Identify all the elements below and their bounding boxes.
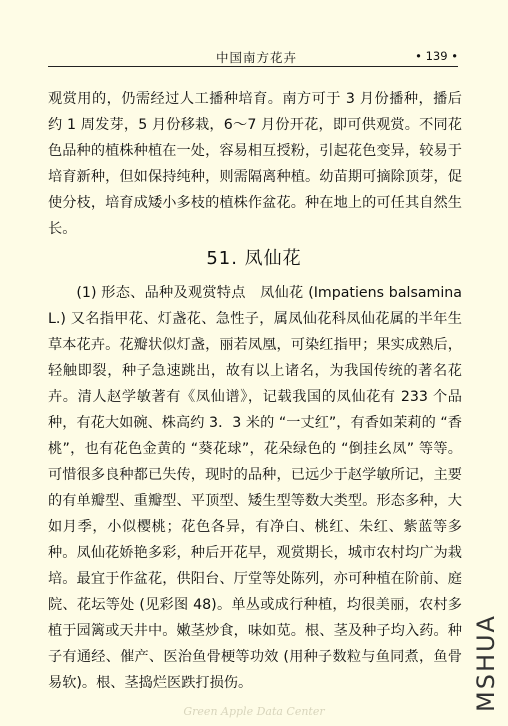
bottom-watermark: Green Apple Data Center <box>183 705 325 718</box>
section-heading: 51. 凤仙花 <box>206 248 302 269</box>
running-title: 中国南方花卉 <box>216 50 298 65</box>
paragraph-section-51: (1) 形态、品种及观赏特点 凤仙花 (Impatiens balsamina L.) 又名指甲花、灯盏花、急性子，属凤仙花科凤仙花属的半年生草本花卉。花瓣状似灯盏，丽若凤凰，可染红指甲；果实成熟后，轻触即裂，种子急速跳出，故有以上诸名，为我国传统的著名花卉。清人赵学敏著有《凤仙谱》，记载我国的凤仙花有 233 个品种，有花大如碗、株高约 3．3 米的 “一丈红”，有香如茉莉的 “香桃”，也有花色金黄的 “葵花球”，花朵绿色的 “倒挂幺凤” 等等。可惜很多良种都已失传，现时的品种，已远少于赵学敏所记，主要的有单瓣型、重瓣型、平顶型、矮生型等数大类型。形态多种，大如月季，小似樱桃；花色各异，有净白、桃红、朱红、紫蓝等多种。凤仙花娇艳多彩，种后开花早，观赏期长，城市农村均广为栽培。最宜于作盆花，供阳台、厅堂等处陈列，亦可种植在阶前、庭院、花坛等处 (见彩图 48)。单丛或成行种植，均很美丽，农村多植于园篱或天井中。嫩茎炒食，味如苋。根、茎及种子均入药。种子有通经、催产、医治鱼骨梗等功效 (用种子数粒与鱼同煮，鱼骨易软)。根、茎捣烂医跌打损伤。 <box>48 285 462 691</box>
page-number: • 139 • <box>415 49 458 63</box>
side-watermark-text: MSHUA <box>472 614 501 712</box>
paragraph-continued: 观赏用的，仍需经过人工播种培育。南方可于 3 月份播种，播后约 1 周发芽，5 月份移栽，6～7 月份开花，即可供观赏。不同花色品种的植株种植在一处，容易相互授粉，引起花色变异，较易于培育新种，但如保持纯种，则需隔离种植。幼苗期可摘除顶芽，促使分枝，培育成矮小多枝的植株作盆花。种在地上的可任其自然生长。 <box>48 91 462 237</box>
side-watermark <box>466 612 506 714</box>
page-header <box>48 44 458 67</box>
